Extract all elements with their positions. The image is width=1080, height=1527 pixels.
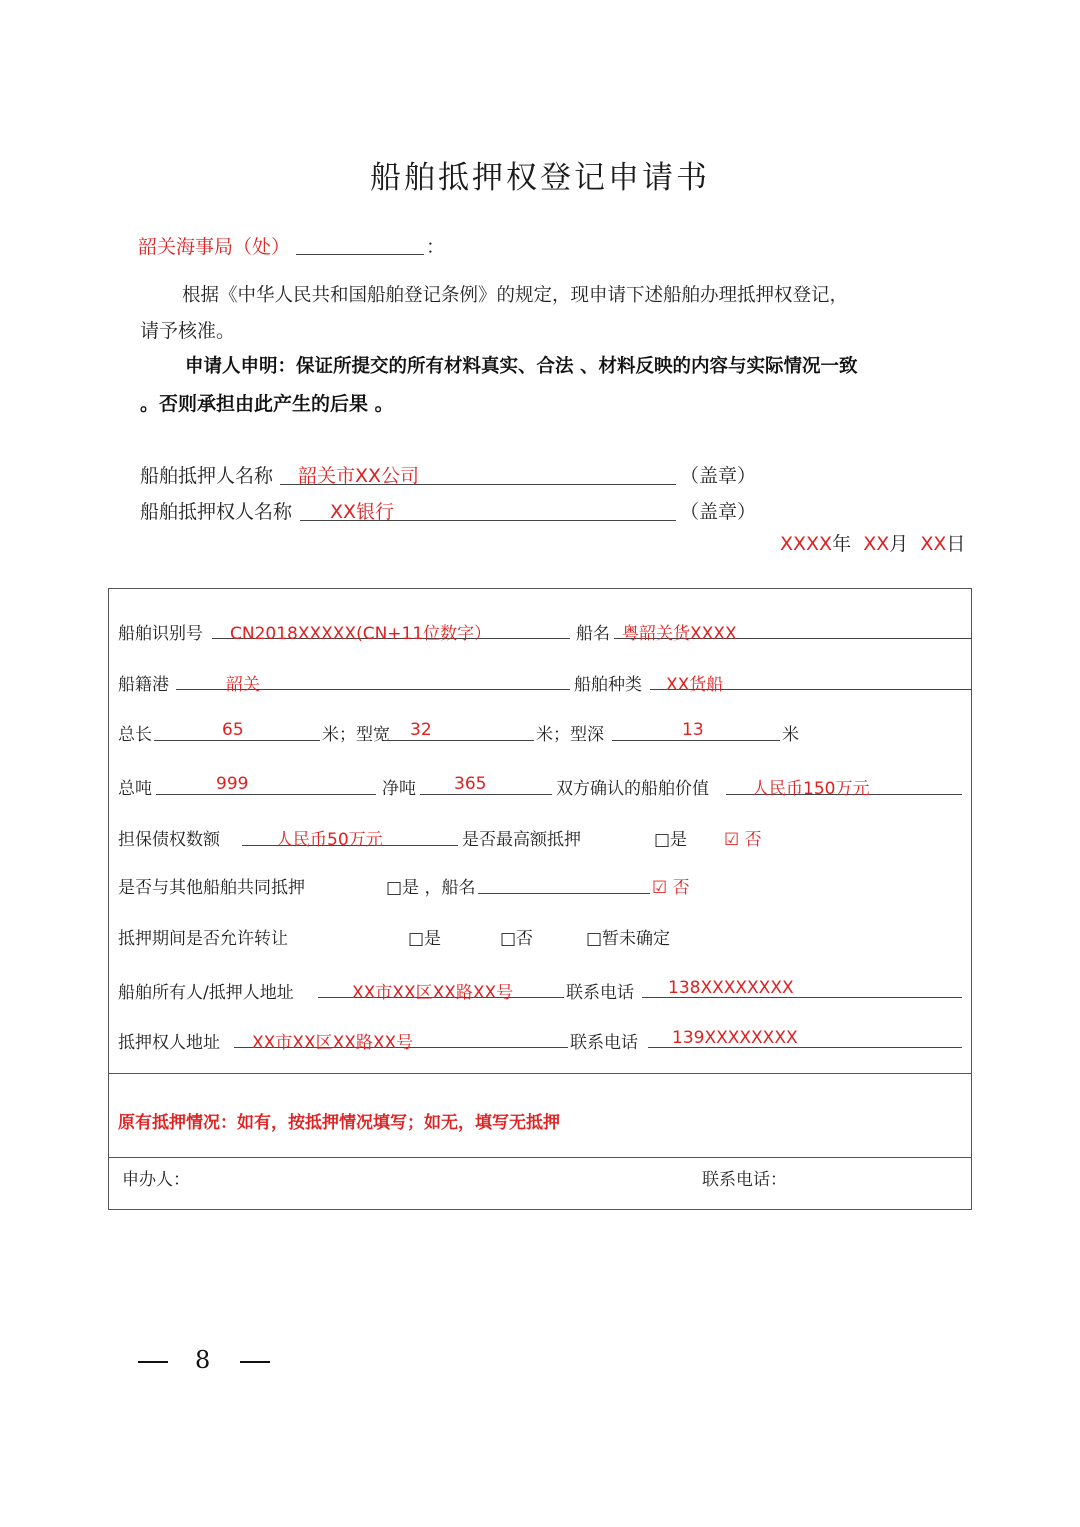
handler-phone-label: 联系电话：: [702, 1170, 787, 1190]
gt-underline: [156, 794, 376, 795]
joint-mortgage-yes-checkbox[interactable]: □是 ，船名: [386, 878, 476, 898]
form-divider-1: [108, 1073, 972, 1074]
mortgagee-phone-value: 139XXXXXXXX: [672, 1028, 798, 1048]
mortgagee-phone-label: 联系电话: [570, 1033, 638, 1053]
nt-label: 净吨: [382, 779, 416, 799]
transfer-label: 抵押期间是否允许转让: [118, 929, 288, 949]
depth-unit: 米: [782, 725, 799, 745]
declaration-line-1: 申请人申明：保证所提交的所有材料真实、合法 、材料反映的内容与实际情况一致: [185, 356, 858, 377]
nt-value: 365: [454, 774, 487, 794]
mortgagor-seal: （盖章）: [680, 465, 757, 487]
gt-value: 999: [216, 774, 249, 794]
ship-type-value: XX货船: [666, 675, 724, 695]
form-divider-2: [108, 1157, 972, 1158]
page-dash-left: [138, 1361, 168, 1363]
max-mortgage-label: 是否最高额抵押: [462, 830, 581, 850]
ship-value-label: 双方确认的船舶价值: [556, 779, 709, 799]
body-line-2: 请予核准。: [140, 320, 236, 342]
owner-phone-value: 138XXXXXXXX: [668, 978, 794, 998]
ship-name-value: 粤韶关货XXXX: [622, 624, 737, 644]
mortgagee-label: 船舶抵押权人名称: [140, 501, 293, 523]
length-label: 总长: [118, 725, 152, 745]
breadth-underline: [384, 740, 534, 741]
page-dash-right: [240, 1361, 270, 1363]
mortgagee-address-value: XX市XX区XX路XX号: [252, 1033, 414, 1053]
mortgagee-address-label: 抵押权人地址: [118, 1033, 220, 1053]
joint-mortgage-label: 是否与其他船舶共同抵押: [118, 878, 305, 898]
ship-type-label: 船舶种类: [574, 675, 642, 695]
port-value: 韶关: [226, 675, 260, 695]
owner-address-label: 船舶所有人/抵押人地址: [118, 983, 294, 1003]
depth-value: 13: [682, 720, 704, 740]
nt-underline: [420, 794, 552, 795]
breadth-value: 32: [410, 720, 432, 740]
transfer-yes-checkbox[interactable]: □是: [408, 929, 442, 949]
mortgagee-value: XX银行: [330, 501, 395, 523]
transfer-undecided-checkbox[interactable]: □暂未确定: [586, 929, 671, 949]
date: XXXX年 XX月 XX日: [780, 533, 966, 555]
page-number: 8: [195, 1346, 211, 1374]
port-label: 船籍港: [118, 675, 169, 695]
mortgagee-seal: （盖章）: [680, 501, 757, 523]
owner-phone-label: 联系电话: [566, 983, 634, 1003]
debt-value: 人民币50万元: [276, 830, 383, 850]
joint-ship-name-underline: [478, 893, 650, 894]
handler-label: 申办人：: [122, 1170, 190, 1190]
original-mortgage-note: 原有抵押情况：如有，按抵押情况填写；如无，填写无抵押: [118, 1113, 560, 1133]
mortgagor-value: 韶关市XX公司: [298, 465, 420, 487]
ship-value-value: 人民币150万元: [752, 779, 870, 799]
body-line-1: 根据《中华人民共和国船舶登记条例》的规定，现申请下述船舶办理抵押权登记，: [182, 285, 849, 306]
mortgagor-label: 船舶抵押人名称: [140, 465, 274, 487]
ship-id-value: CN2018XXXXX(CN+11位数字）: [230, 624, 492, 644]
declaration-line-2: 。否则承担由此产生的后果 。: [140, 393, 394, 415]
addressee-name: 韶关海事局（处）: [138, 236, 291, 258]
page-title: 船舶抵押权登记申请书: [370, 160, 710, 196]
breadth-label: 米；型宽: [322, 725, 390, 745]
owner-address-value: XX市XX区XX路XX号: [352, 983, 514, 1003]
depth-underline: [612, 740, 780, 741]
gt-label: 总吨: [118, 779, 152, 799]
length-underline: [154, 740, 320, 741]
depth-label: 米；型深: [536, 725, 604, 745]
ship-name-label: 船名: [576, 624, 610, 644]
length-value: 65: [222, 720, 244, 740]
transfer-no-checkbox[interactable]: □否: [500, 929, 534, 949]
addressee-colon: ：: [426, 236, 446, 258]
joint-mortgage-no-checkbox[interactable]: ☑ 否: [652, 878, 690, 898]
max-mortgage-no-checkbox[interactable]: ☑ 否: [724, 830, 762, 850]
addressee-underline: [296, 254, 424, 255]
ship-id-label: 船舶识别号: [118, 624, 203, 644]
max-mortgage-yes-checkbox[interactable]: □是: [654, 830, 688, 850]
debt-label: 担保债权数额: [118, 830, 220, 850]
